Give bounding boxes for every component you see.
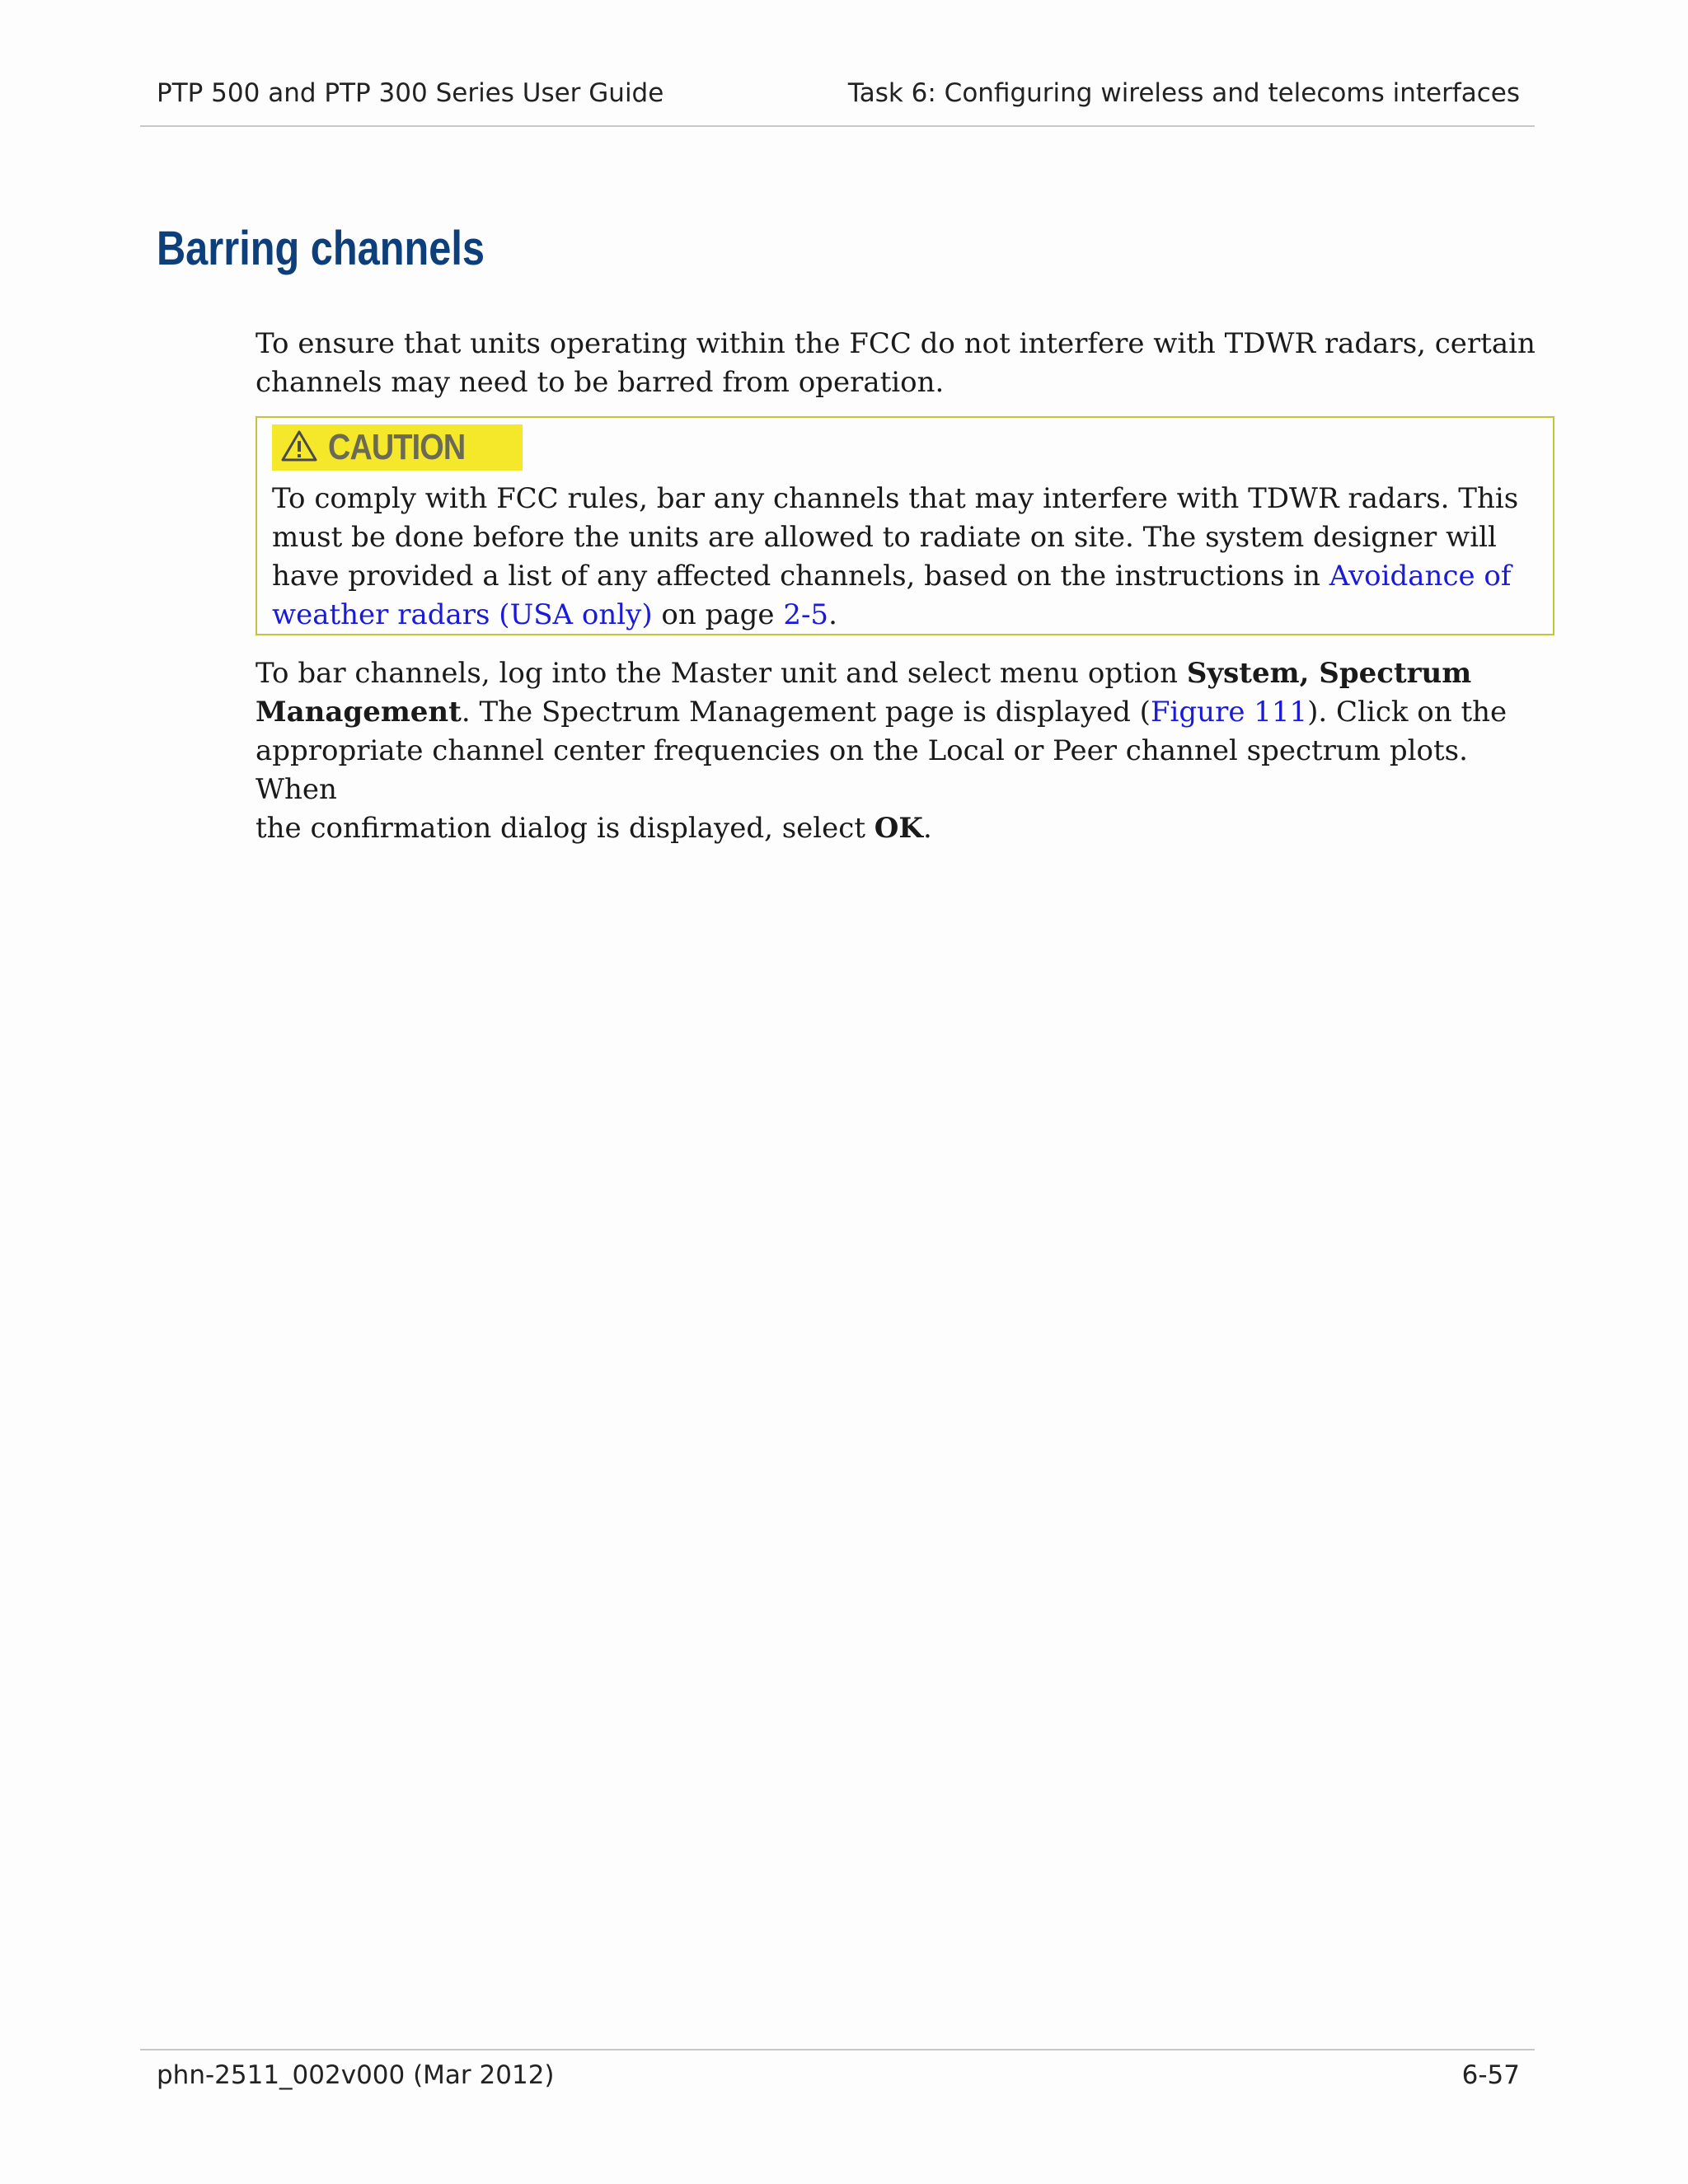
menu-option-part-2: Management [256, 696, 462, 729]
caution-box [256, 416, 1554, 635]
page-title: Barring channels [157, 222, 485, 275]
figure-ref-link[interactable]: Figure 111 [1150, 696, 1308, 729]
instructions-line-2-text: . The Spectrum Management page is displayed ( [461, 696, 1151, 729]
warning-triangle-icon [272, 429, 328, 466]
link-text-part-2[interactable]: weather radars (USA only) [272, 598, 653, 631]
instructions-paragraph [256, 654, 1558, 848]
instructions-end-period: . [922, 812, 932, 845]
footer-document-id: phn-2511_002v000 (Mar 2012) [157, 2060, 555, 2090]
intro-line-2: channels may need to be barred from operation. [256, 366, 945, 399]
caution-line-1: To comply with FCC rules, bar any channels that may interfere with TDWR radars. This [272, 482, 1519, 515]
page-number: 6-57 [1461, 2060, 1520, 2090]
caution-end-period: . [828, 598, 837, 631]
menu-option-part-1: System, Spectrum [1186, 657, 1472, 690]
intro-line-1: To ensure that units operating within the FCC do not interfere with TDWR radars, certain [256, 327, 1536, 360]
instructions-line-1-text: To bar channels, log into the Master unit and select menu option [256, 657, 1187, 690]
ok-option: OK [874, 812, 923, 845]
instructions-line-4-text: the confirmation dialog is displayed, select [256, 812, 874, 845]
caution-text [272, 480, 1533, 635]
footer-rule [140, 2049, 1535, 2050]
caution-label: CAUTION [328, 427, 466, 467]
header-rule [140, 125, 1535, 127]
header-section-title: Task 6: Configuring wireless and telecoms interfaces [847, 78, 1520, 108]
intro-paragraph [256, 325, 1558, 402]
on-page-text: on page [652, 598, 784, 631]
header-document-title: PTP 500 and PTP 300 Series User Guide [157, 78, 664, 108]
caution-line-3: have provided a list of any affected channels, based on the instructions in [272, 560, 1329, 593]
caution-line-2: must be done before the units are allowed to radiate on site. The system designer will [272, 521, 1497, 554]
page-ref-link[interactable]: 2-5 [783, 598, 829, 631]
instructions-line-2-end: ). Click on the [1307, 696, 1507, 729]
caution-badge [272, 424, 523, 471]
link-text-part-1[interactable]: Avoidance of [1329, 560, 1512, 593]
instructions-line-3: appropriate channel center frequencies on the Local or Peer channel spectrum plots. When [256, 734, 1468, 806]
